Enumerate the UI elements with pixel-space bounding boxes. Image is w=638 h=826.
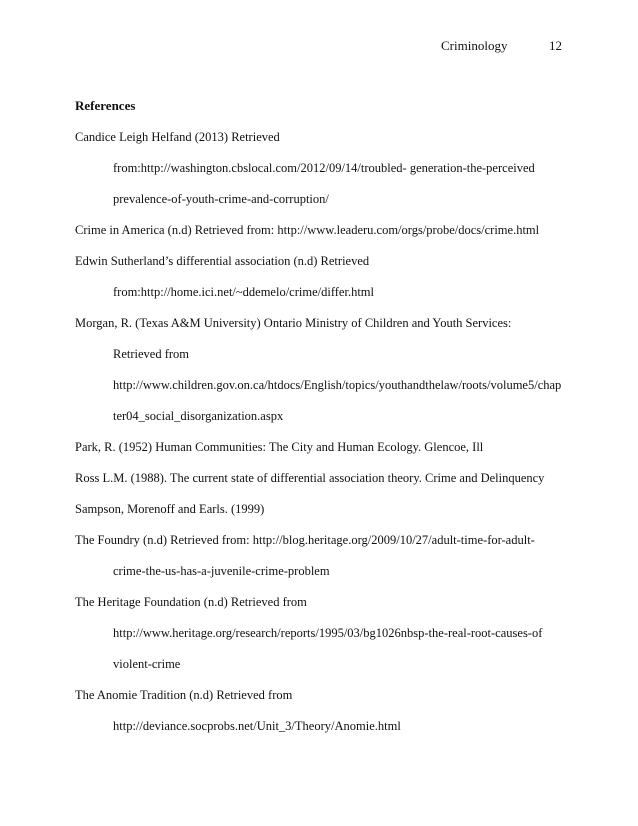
reference-line: violent-crime [113, 657, 181, 671]
reference-line: prevalence-of-youth-crime-and-corruption/ [113, 192, 329, 206]
reference-line: Ross L.M. (1988). The current state of differential association theory. Crime and Delinquency [75, 471, 545, 485]
reference-line: Retrieved from [113, 347, 190, 361]
reference-line: The Foundry (n.d) Retrieved from: http://blog.heritage.org/2009/10/27/adult-time-for-adult- [75, 533, 535, 547]
reference-line: from:http://home.ici.net/~ddemelo/crime/differ.html [113, 285, 374, 299]
reference-line: Morgan, R. (Texas A&M University) Ontario Ministry of Children and Youth Services: [75, 316, 512, 330]
reference-line: from:http://washington.cbslocal.com/2012/09/14/troubled- generation-the-perceived [113, 161, 535, 175]
reference-line: http://www.heritage.org/research/reports/1995/03/bg1026nbsp-the-real-root-causes-of [113, 626, 543, 640]
reference-line: http://deviance.socprobs.net/Unit_3/Theory/Anomie.html [113, 719, 401, 733]
reference-line: Crime in America (n.d) Retrieved from: http://www.leaderu.com/orgs/probe/docs/crime.html [75, 223, 540, 237]
references-section [75, 97, 575, 748]
reference-line: The Heritage Foundation (n.d) Retrieved from [75, 595, 307, 609]
reference-line: Candice Leigh Helfand (2013) Retrieved [75, 130, 280, 144]
page-number: 12 [549, 38, 562, 53]
reference-line: Edwin Sutherland’s differential association (n.d) Retrieved [75, 254, 370, 268]
reference-line: crime-the-us-has-a-juvenile-crime-problem [113, 564, 330, 578]
reference-line: Park, R. (1952) Human Communities: The City and Human Ecology. Glencoe, Ill [75, 440, 484, 454]
reference-line: ter04_social_disorganization.aspx [113, 409, 284, 423]
references-heading: References [75, 98, 136, 113]
reference-line: Sampson, Morenoff and Earls. (1999) [75, 502, 265, 516]
running-head-title: Criminology [441, 38, 508, 53]
reference-line: http://www.children.gov.on.ca/htdocs/English/topics/youthandthelaw/roots/volume5/chap [113, 378, 562, 392]
reference-line: The Anomie Tradition (n.d) Retrieved from [75, 688, 293, 702]
running-head [0, 37, 566, 55]
